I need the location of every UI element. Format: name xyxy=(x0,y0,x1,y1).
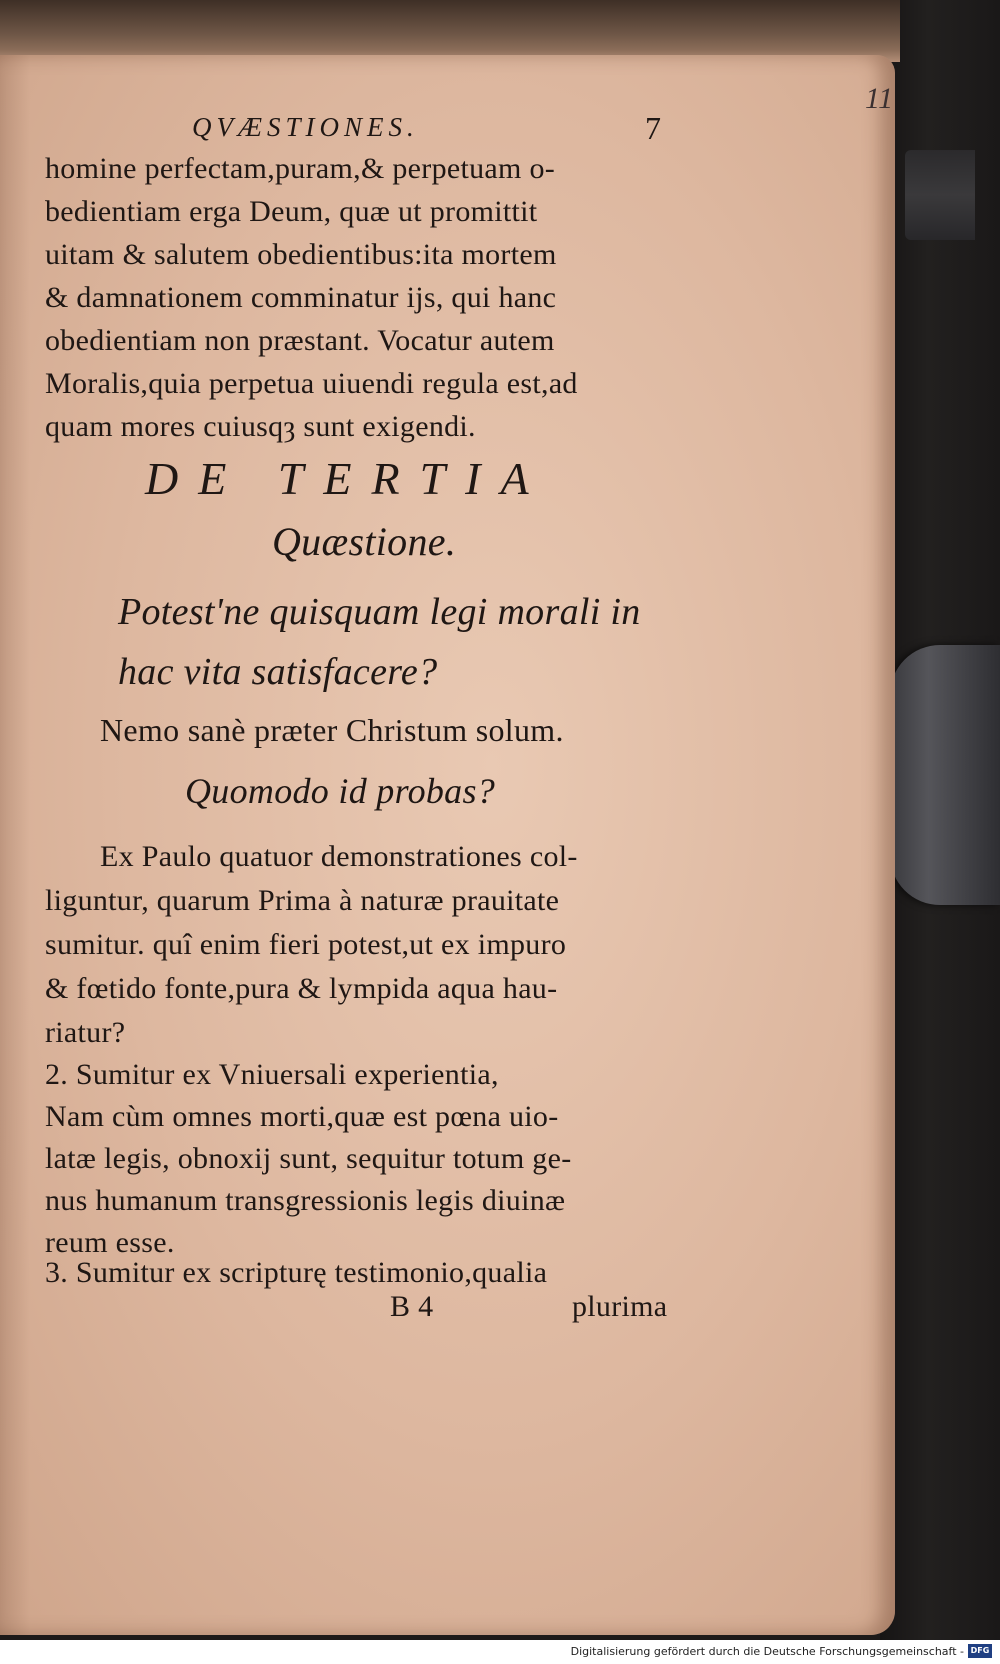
text-line: uitam & salutem obedientibus:ita mortem xyxy=(45,238,557,271)
text-line: Nam cùm omnes morti,quæ est pœna uio- xyxy=(45,1100,559,1133)
text-line: 2. Sumitur ex Vniuersali experientia, xyxy=(45,1058,499,1091)
text-line: latæ legis, obnoxij sunt, sequitur totum ge- xyxy=(45,1142,572,1175)
question-line: hac vita satisfacere? xyxy=(118,651,438,693)
answer-line: Nemo sanè præter Christum solum. xyxy=(100,712,564,748)
text-line: sumitur. quî enim fieri potest,ut ex impuro xyxy=(45,928,567,961)
book-clamp xyxy=(890,645,1000,905)
text-line: liguntur, quarum Prima à naturæ prauitate xyxy=(45,884,560,917)
digitization-credit: Digitalisierung gefördert durch die Deutsche Forschungsgemeinschaft - xyxy=(570,1645,964,1658)
text-line: obedientiam non præstant. Vocatur autem xyxy=(45,324,555,357)
question-two: Quomodo id probas? xyxy=(185,771,496,811)
section-subtitle: Quæstione. xyxy=(272,519,457,564)
text-line: homine perfectam,puram,& perpetuam o- xyxy=(45,152,556,185)
signature-mark: B 4 xyxy=(390,1290,434,1323)
catchword: plurima xyxy=(572,1290,668,1323)
text-line: & fœtido fonte,pura & lympida aqua hau- xyxy=(45,972,558,1005)
book-clamp-top xyxy=(905,150,975,240)
text-line: reum esse. xyxy=(45,1226,175,1259)
text-line: Moralis,quia perpetua uiuendi regula est,ad xyxy=(45,367,578,400)
question-line: Potest'ne quisquam legi morali in xyxy=(118,591,641,633)
text-line: & damnationem comminatur ijs, qui hanc xyxy=(45,281,557,314)
text-line: riatur? xyxy=(45,1016,126,1049)
text-line: quam mores cuiusqȝ sunt exigendi. xyxy=(45,410,476,443)
page-number: 7 xyxy=(645,110,662,146)
margin-note: 11 xyxy=(865,82,894,115)
text-line: nus humanum transgressionis legis diuinæ xyxy=(45,1184,566,1217)
text-line: bedientiam erga Deum, quæ ut promittit xyxy=(45,195,538,228)
dfg-logo: DFG xyxy=(968,1644,992,1658)
section-title: DE TERTIA xyxy=(145,453,549,504)
book-top-edge xyxy=(0,0,900,62)
running-head: QVÆSTIONES. xyxy=(192,112,419,142)
text-line: 3. Sumitur ex scripturę testimonio,qualia xyxy=(45,1256,548,1289)
text-line: Ex Paulo quatuor demonstrationes col- xyxy=(100,840,578,873)
